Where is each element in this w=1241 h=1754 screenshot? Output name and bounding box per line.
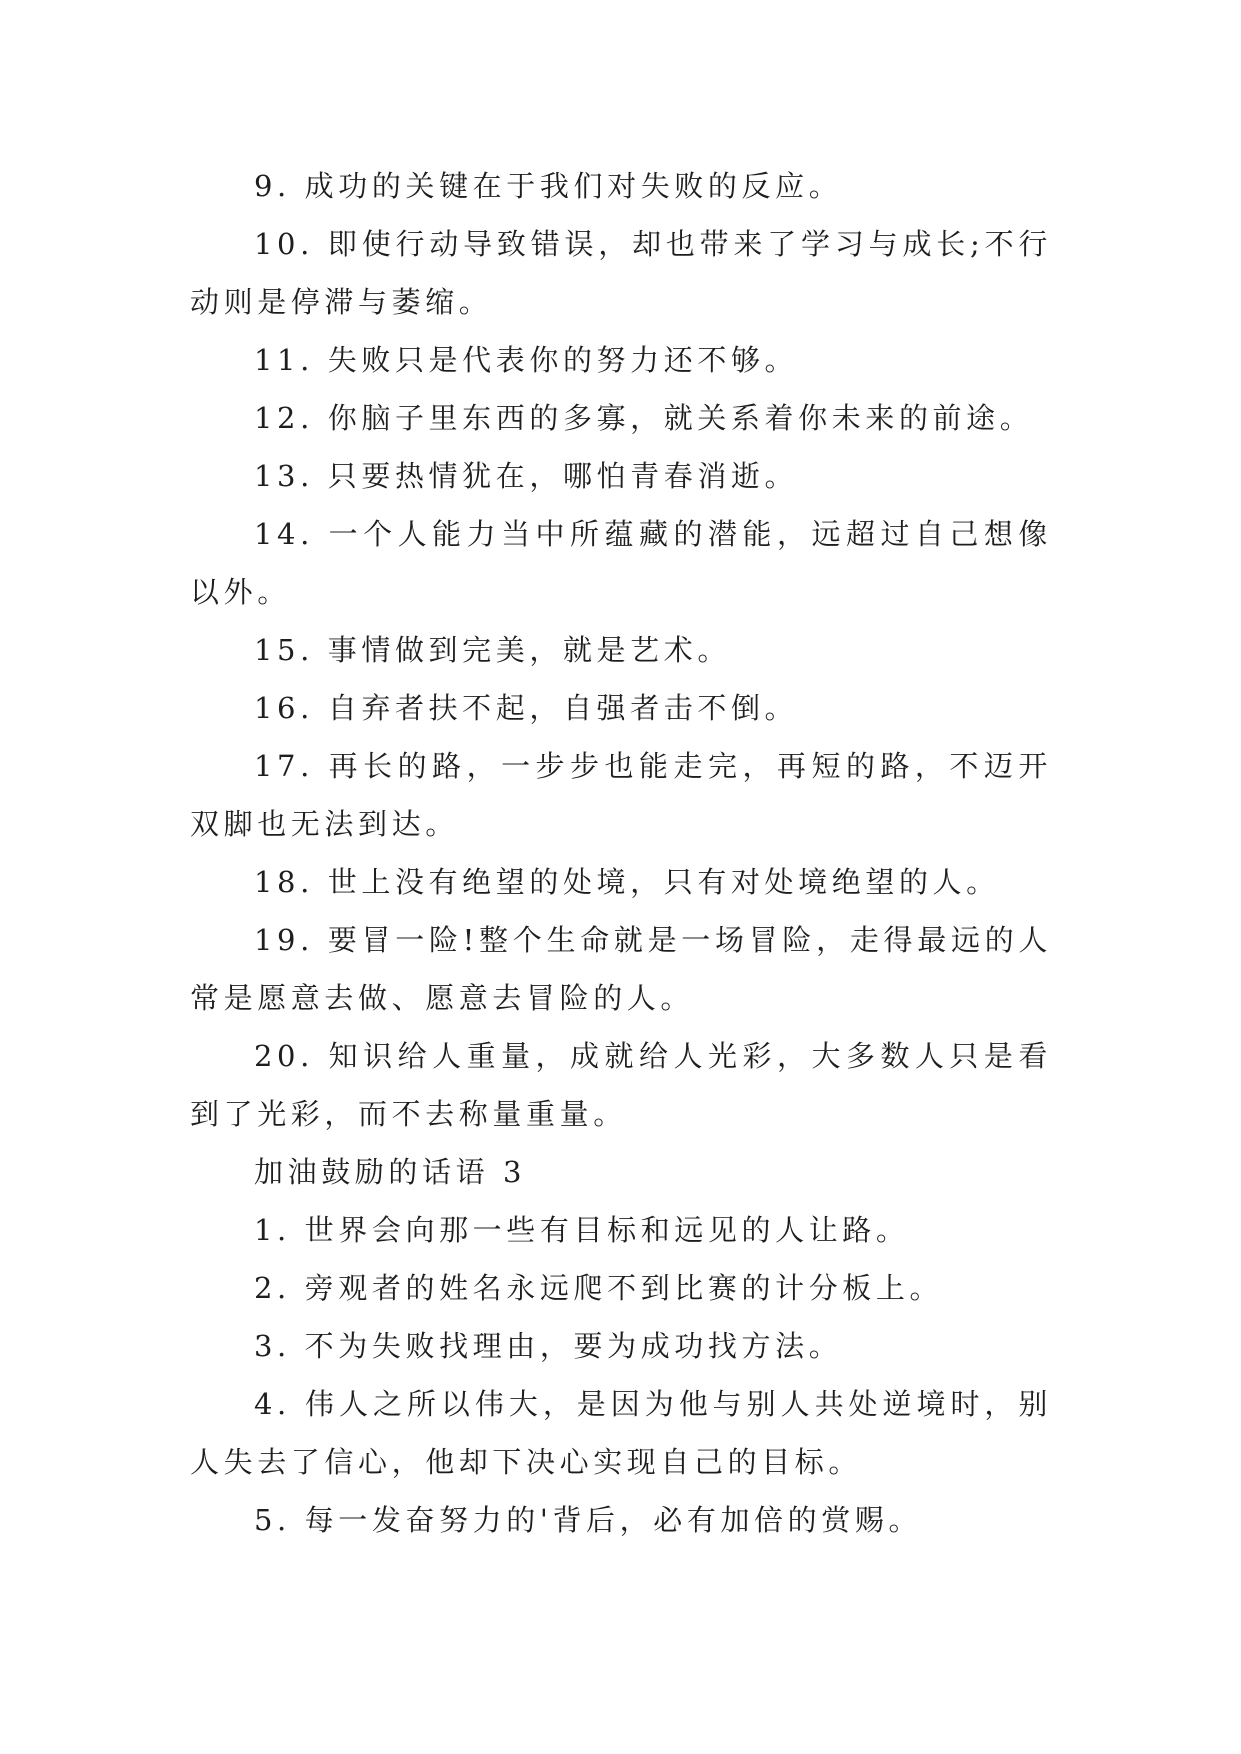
paragraph-item-16: 16. 自弃者扶不起，自强者击不倒。: [254, 691, 799, 725]
paragraph-item-11: 11. 失败只是代表你的努力还不够。: [254, 343, 799, 377]
paragraph-item-13: 13. 只要热情犹在，哪怕青春消逝。: [254, 459, 799, 493]
paragraph-item-10: 10. 即使行动导致错误，却也带来了学习与成长;不行动则是停滞与萎缩。: [190, 227, 1052, 319]
paragraph-item-17: 17. 再长的路，一步步也能走完，再短的路，不迈开双脚也无法到达。: [190, 749, 1052, 841]
paragraph-item-15: 15. 事情做到完美，就是艺术。: [254, 633, 731, 667]
paragraph-item-18: 18. 世上没有绝望的处境，只有对处境绝望的人。: [254, 865, 1000, 899]
paragraph-item-5: 5. 每一发奋努力的'背后，必有加倍的赏赐。: [254, 1503, 923, 1537]
paragraph-item-19: 19. 要冒一险!整个生命就是一场冒险，走得最远的人常是愿意去做、愿意去冒险的人。: [190, 923, 1052, 1015]
paragraph-item-4: 4. 伟人之所以伟大，是因为他与别人共处逆境时，别人失去了信心，他却下决心实现自己的目标。: [190, 1387, 1052, 1479]
paragraph-item-1: 1. 世界会向那一些有目标和远见的人让路。: [254, 1213, 910, 1247]
paragraph-item-14: 14. 一个人能力当中所蕴藏的潜能，远超过自己想像以外。: [190, 517, 1052, 609]
section-heading: 加油鼓励的话语 3: [254, 1155, 527, 1189]
paragraph-item-12: 12. 你脑子里东西的多寡，就关系着你未来的前途。: [254, 401, 1034, 435]
document-body: [190, 157, 1052, 1549]
paragraph-item-2: 2. 旁观者的姓名永远爬不到比赛的计分板上。: [254, 1271, 944, 1305]
paragraph-item-3: 3. 不为失败找理由，要为成功找方法。: [254, 1329, 843, 1363]
paragraph-item-9: 9. 成功的关键在于我们对失败的反应。: [254, 169, 843, 203]
paragraph-item-20: 20. 知识给人重量，成就给人光彩，大多数人只是看到了光彩，而不去称量重量。: [190, 1039, 1052, 1131]
